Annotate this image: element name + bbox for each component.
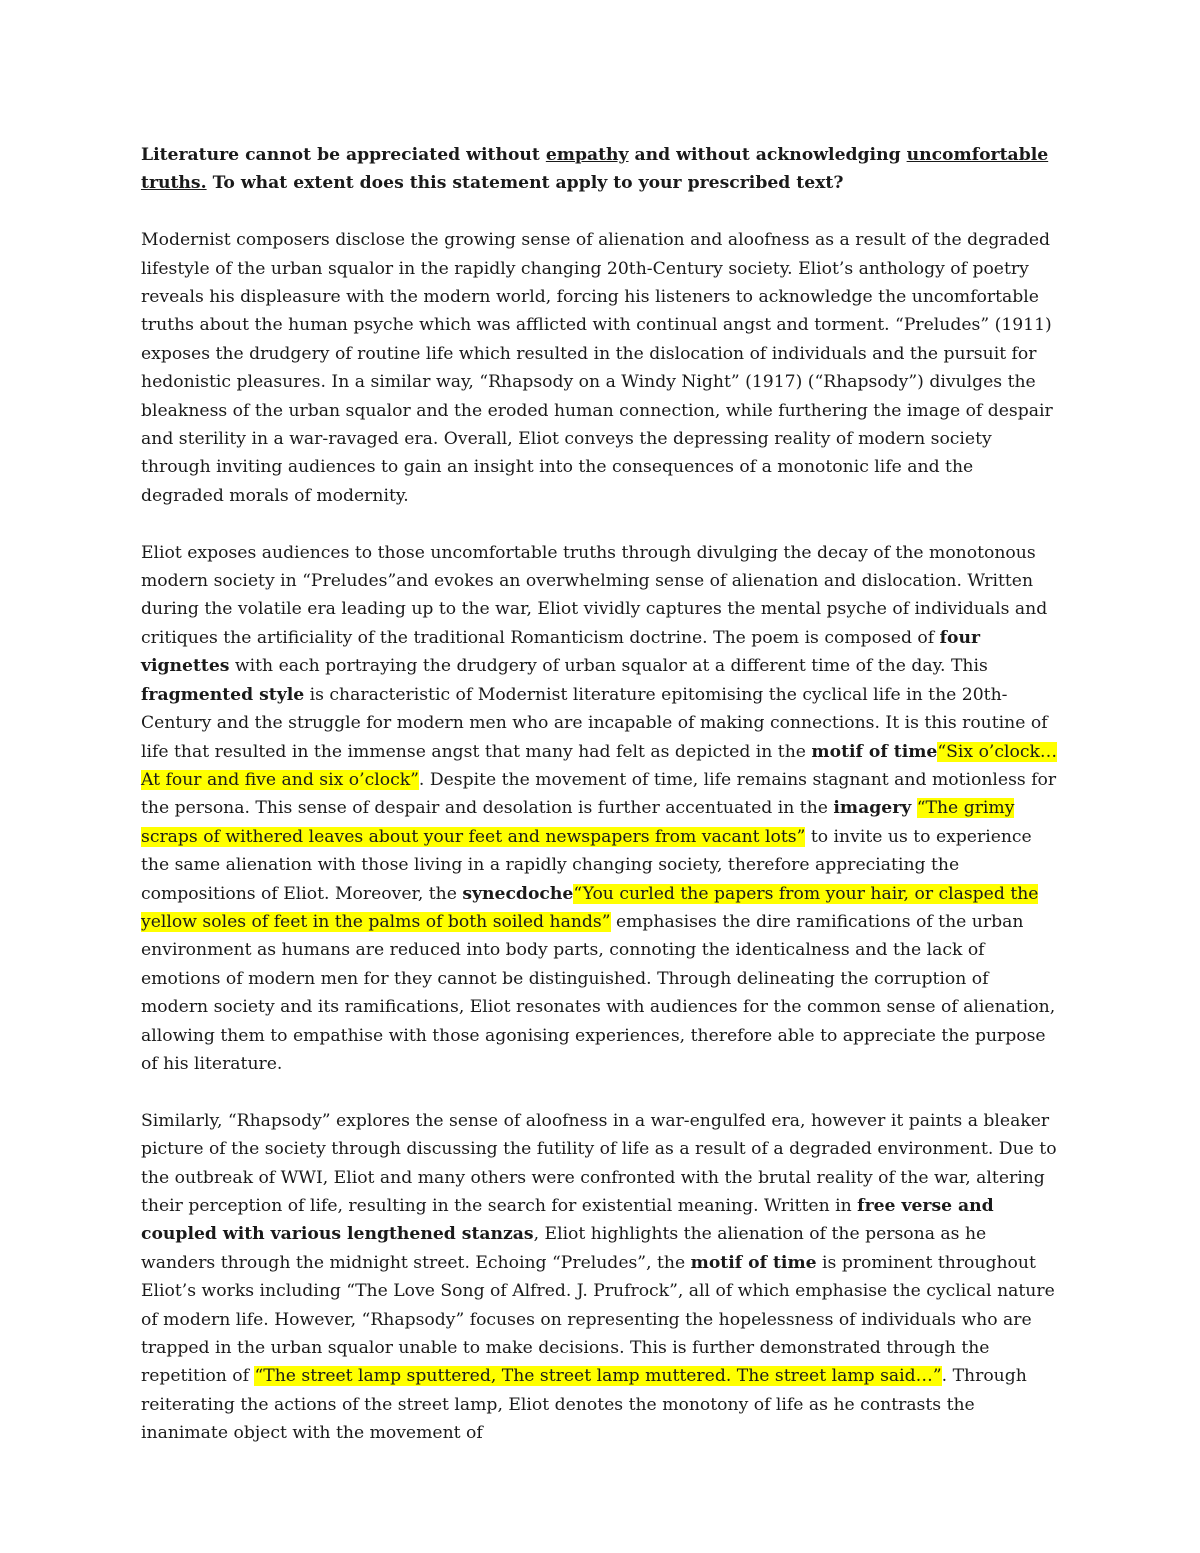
p2-text-5 <box>911 798 916 818</box>
p3-text-1: Similarly, “Rhapsody” explores the sense of aloofness in a war-engulfed era, however it paints a bleaker picture of the society through discussing the futility of life as a result of a degraded environment. Due to the outbreak of WWI, Eliot and many others were confronted with the brutal reality of the war, altering their perception of life, resulting in the search for existential meaning. Written in <box>141 1110 1057 1216</box>
p2-text-6: to invite us to experience the same alienation with those living in a rapidly changing society, therefore appreciating the compositions of Eliot. Moreover, the <box>141 826 1032 904</box>
p3-highlight-street-lamp: “The street lamp sputtered, The street lamp muttered. The street lamp said…” <box>254 1366 942 1387</box>
p3-bold-motif-of-time: motif of time <box>690 1252 817 1273</box>
document-page <box>141 141 1061 1476</box>
p2-bold-motif-of-time: motif of time <box>811 741 938 762</box>
title-part3: To what extent does this statement apply to your prescribed text? <box>206 173 844 194</box>
p2-text-2: with each portraying the drudgery of urban squalor at a different time of the day. This <box>229 656 988 677</box>
title-part1: Literature cannot be appreciated without <box>141 145 546 165</box>
title-uncomfortable-truths: uncomfortable truths. <box>141 145 1049 194</box>
essay-question <box>141 141 1061 198</box>
p2-highlight-six-oclock: “Six o’clock…At four and five and six o’clock” <box>141 741 1058 790</box>
p2-highlight-grimy-scraps: “The grimy scraps of withered leaves about your feet and newspapers from vacant lots” <box>141 798 1015 847</box>
p2-text-4: . Despite the movement of time, life remains stagnant and motionless for the persona. This sense of despair and desolation is further accentuated in the <box>141 769 1057 819</box>
title-empathy: empathy <box>545 145 629 165</box>
p3-text-3: is prominent throughout Eliot’s works including “The Love Song of Alfred. J. Prufrock”, all of which emphasise the cyclical nature of modern life. However, “Rhapsody” focuses on representing the hopelessness of individuals who are trapped in the urban squalor unable to make decisions. This is further demonstrated through the repetition of <box>141 1252 1055 1387</box>
p2-bold-synecdoche: synecdoche <box>462 883 574 904</box>
p3-text-2: , Eliot highlights the alienation of the persona as he wanders through the midnight street. Echoing “Preludes”, the <box>141 1224 987 1273</box>
paragraph-introduction: Modernist composers disclose the growing sense of alienation and aloofness as a result of the degraded lifestyle of the urban squalor in the rapidly changing 20th-Century society. Eliot’s anthology of poetry reveals his displeasure with the modern world, forcing his listeners to acknowledge the uncomfortable truths about the human psyche which was afflicted with continual angst and torment. “Preludes” (1911) exposes the drudgery of routine life which resulted in the dislocation of individuals and the pursuit for hedonistic pleasures. In a similar way, “Rhapsody on a Windy Night” (1917) (“Rhapsody”) divulges the bleakness of the urban squalor and the eroded human connection, while furthering the image of despair and sterility in a war-ravaged era. Overall, Eliot conveys the depressing reality of modern society through inviting audiences to gain an insight into the consequences of a monotonic life and the degraded morals of modernity. <box>141 230 1053 506</box>
p2-bold-fragmented-style: fragmented style <box>141 684 305 705</box>
p2-bold-four-vignettes: four vignettes <box>141 627 981 677</box>
p3-text-4: . Through reiterating the actions of the street lamp, Eliot denotes the monotony of life as he contrasts the inanimate object with the movement of <box>141 1366 1027 1444</box>
paragraph-rhapsody <box>141 1107 1061 1448</box>
p2-highlight-curled-papers: “You curled the papers from your hair, or clasped the yellow soles of feet in the palms of both soiled hands” <box>141 883 1039 932</box>
p2-text-3: is characteristic of Modernist literature epitomising the cyclical life in the 20th-Century and the struggle for modern men who are incapable of making connections. It is this routine of life that resulted in the immense angst that many had felt as depicted in the <box>141 684 1048 762</box>
paragraph-preludes <box>141 539 1061 1079</box>
p2-text-1: Eliot exposes audiences to those uncomfortable truths through divulging the decay of the monotonous modern society in “Preludes”and evokes an overwhelming sense of alienation and dislocation. Written during the volatile era leading up to the war, Eliot vividly captures the mental psyche of individuals and critiques the artificiality of the traditional Romanticism doctrine. The poem is composed of <box>141 542 1048 648</box>
p2-bold-imagery: imagery <box>833 798 912 819</box>
title-part2: and without acknowledging <box>628 145 907 165</box>
p3-bold-free-verse: free verse and coupled with various lengthened stanzas <box>141 1195 994 1245</box>
p2-text-7: emphasises the dire ramifications of the urban environment as humans are reduced into body parts, connoting the identicalness and the lack of emotions of modern men for they cannot be distinguished. Through delineating the corruption of modern society and its ramifications, Eliot resonates with audiences for the common sense of alienation, allowing them to empathise with those agonising experiences, therefore able to appreciate the purpose of his literature. <box>141 911 1056 1074</box>
